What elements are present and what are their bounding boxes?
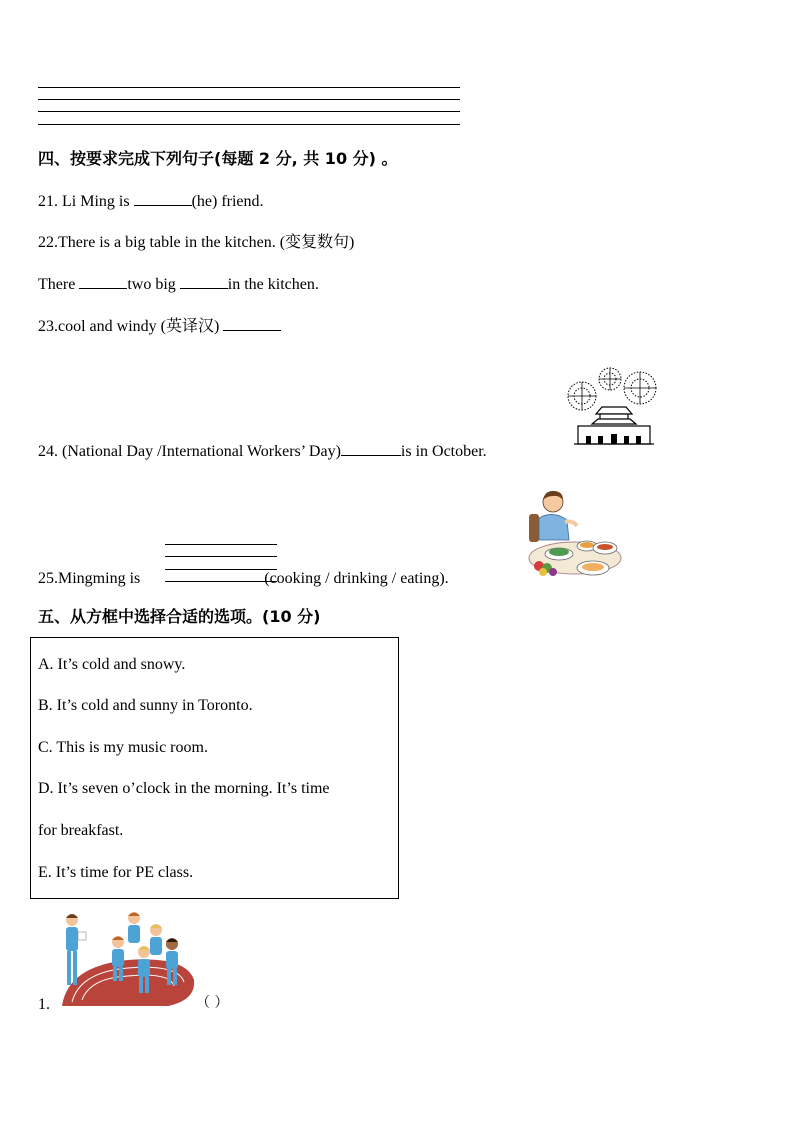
section5-question-1-number: 1.	[38, 996, 50, 1013]
q23-text: cool and windy (英译汉)	[58, 318, 224, 335]
q22-blank-2[interactable]	[180, 274, 228, 289]
q22b-pre: There	[38, 276, 80, 293]
q23-number: 23.	[38, 318, 58, 335]
q22-blank-1[interactable]	[79, 274, 127, 289]
question-21	[38, 191, 264, 212]
answer-line-2	[38, 99, 460, 100]
q24-pre: (National Day /International Workers’ Day)	[58, 443, 341, 460]
q23-blank[interactable]	[223, 316, 281, 331]
question-22-answer	[38, 274, 319, 295]
q25-number: 25.	[38, 570, 58, 587]
children-running-track-illustration	[58, 910, 198, 1010]
answer-line-3	[38, 111, 460, 112]
option-b: B. It’s cold and sunny in Toronto.	[38, 697, 253, 714]
q22b-mid: two big	[127, 276, 180, 293]
section5-question-1-answer-paren[interactable]: （ ）	[196, 995, 229, 1011]
option-e: E. It’s time for PE class.	[38, 864, 194, 881]
question-23	[38, 316, 281, 337]
q25-post: (cooking / drinking / eating).	[260, 570, 449, 587]
q21-number: 21.	[38, 193, 58, 210]
q24-blank[interactable]	[341, 441, 401, 456]
q22b-post: in the kitchen.	[227, 276, 319, 293]
option-d: D. It’s seven o’clock in the morning. It’s time	[38, 780, 330, 797]
tiananmen-fireworks-illustration	[562, 362, 666, 450]
q25-pre: Mingming is	[58, 570, 145, 587]
section4-heading: 四、按要求完成下列句子(每题 2 分, 共 10 分) 。	[38, 149, 398, 168]
option-c: C. This is my music room.	[38, 739, 208, 756]
q21-blank[interactable]	[134, 191, 192, 206]
answer-line-4	[38, 124, 460, 125]
q24-number: 24.	[38, 443, 58, 460]
options-box	[30, 637, 399, 899]
option-a: A. It’s cold and snowy.	[38, 656, 186, 673]
boy-eating-illustration	[515, 488, 623, 580]
q22-number: 22.	[38, 234, 58, 251]
q22-text: There is a big table in the kitchen. (变复数句)	[58, 234, 355, 251]
question-22	[38, 233, 354, 253]
answer-line-1	[38, 87, 460, 88]
q21-pre: Li Ming is	[58, 193, 134, 210]
q24-post: is in October.	[400, 443, 487, 460]
option-d-continued: for breakfast.	[38, 822, 124, 839]
q21-post: (he) friend.	[191, 193, 264, 210]
section5-heading: 五、从方框中选择合适的选项。(10 分)	[38, 607, 321, 626]
question-24	[38, 441, 487, 462]
question-25	[38, 569, 449, 589]
